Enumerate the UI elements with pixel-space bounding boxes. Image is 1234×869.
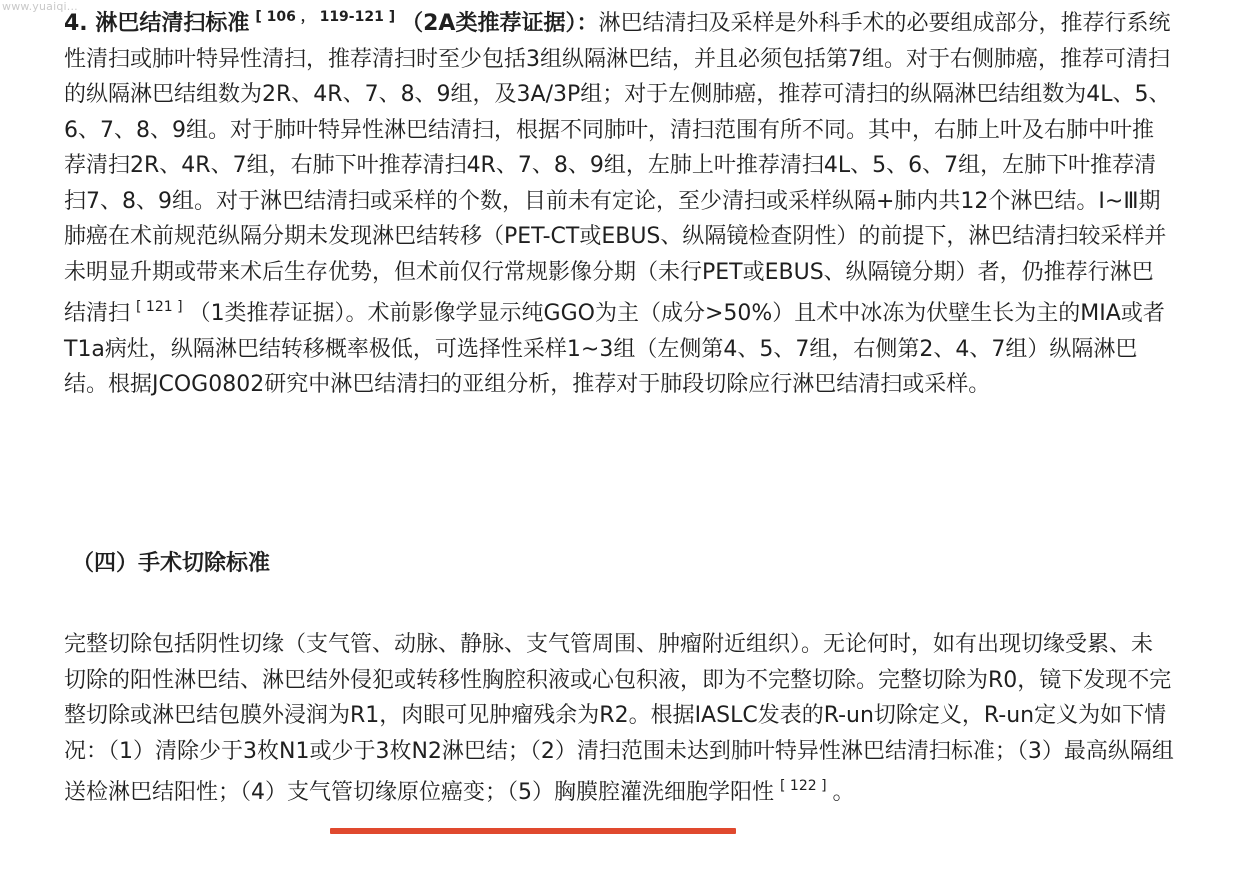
citation-reference[interactable]: [ 121 ] xyxy=(136,299,183,315)
citation-reference[interactable]: [ 122 ] xyxy=(780,778,827,794)
section-title: 4. 淋巴结清扫标准 xyxy=(64,11,250,36)
citation-reference[interactable]: [ 106 ， 119-121 ] xyxy=(255,9,396,25)
red-underline-annotation xyxy=(330,828,736,834)
paragraph-text: 完整切除包括阴性切缘（支气管、动脉、静脉、支气管周围、肿瘤附近组织）。无论何时，如有出现切缘受累、未切除的阳性淋巴结、淋巴结外侵犯或转移性胸腔积液或心包积液，即为不完整切除。完整切除为R0，镜下发现不完整切除或淋巴结包膜外浸润为R1，肉眼可见肿瘤残余为R2。根据IASLC发表的R-un切除定义，R-un定义为如下情况：（1）清除少于3枚N1或少于3枚N2淋巴结；（2）清扫范围未达到肺叶特异性淋巴结清扫标准；（3）最高纵隔组送检淋巴结阳性；（4）支气管切缘原位癌变；（5）胸膜腔灌洗细胞学阳性 xyxy=(64,632,1174,805)
section-heading: （四）手术切除标准 xyxy=(72,551,271,576)
paragraph-text: 淋巴结清扫及采样是外科手术的必要组成部分，推荐行系统性清扫或肺叶特异性清扫，推荐清扫时至少包括3组纵隔淋巴结，并且必须包括第7组。对于右侧肺癌，推荐可清扫的纵隔淋巴结组数为2R、4R、7、8、9组，及3A/3P组；对于左侧肺癌，推荐可清扫的纵隔淋巴结组数为4L、5、6、7、8、9组。对于肺叶特异性淋巴结清扫，根据不同肺叶，清扫范围有所不同。其中，右肺上叶及右肺中叶推荐清扫2R、4R、7组，右肺下叶推荐清扫4R、7、8、9组，左肺上叶推荐清扫4L、5、6、7组，左肺下叶推荐清扫7、8、9组。对于淋巴结清扫或采样的个数，目前未有定论，至少清扫或采样纵隔+肺内共12个淋巴结。Ⅰ~Ⅲ期肺癌在术前规范纵隔分期未发现淋巴结转移（PET-CT或EBUS、纵隔镜检查阴性）的前提下，淋巴结清扫较采样并未明显升期或带来术后生存优势，但术前仅行常规影像分期（未行PET或EBUS、纵隔镜分期）者，仍推荐行淋巴结清扫 xyxy=(64,11,1171,326)
resection-criteria-paragraph xyxy=(64,627,1174,811)
lymph-node-dissection-paragraph xyxy=(64,0,1174,403)
evidence-level: （2A类推荐证据）： xyxy=(401,11,599,36)
paragraph-text: （1类推荐证据）。术前影像学显示纯GGO为主（成分>50%）且术中冰冻为伏壁生长为主的MIA或者T1a病灶，纵隔淋巴结转移概率极低，可选择性采样1~3组（左侧第4、5、7组，右侧第2、4、7组）纵隔淋巴结。根据JCOG0802研究中淋巴结清扫的亚组分析，推荐对于肺段切除应行淋巴结清扫或采样。 xyxy=(64,301,1165,397)
watermark-text: www.yuaiqi... xyxy=(2,0,78,13)
paragraph-text: 。 xyxy=(832,780,855,805)
